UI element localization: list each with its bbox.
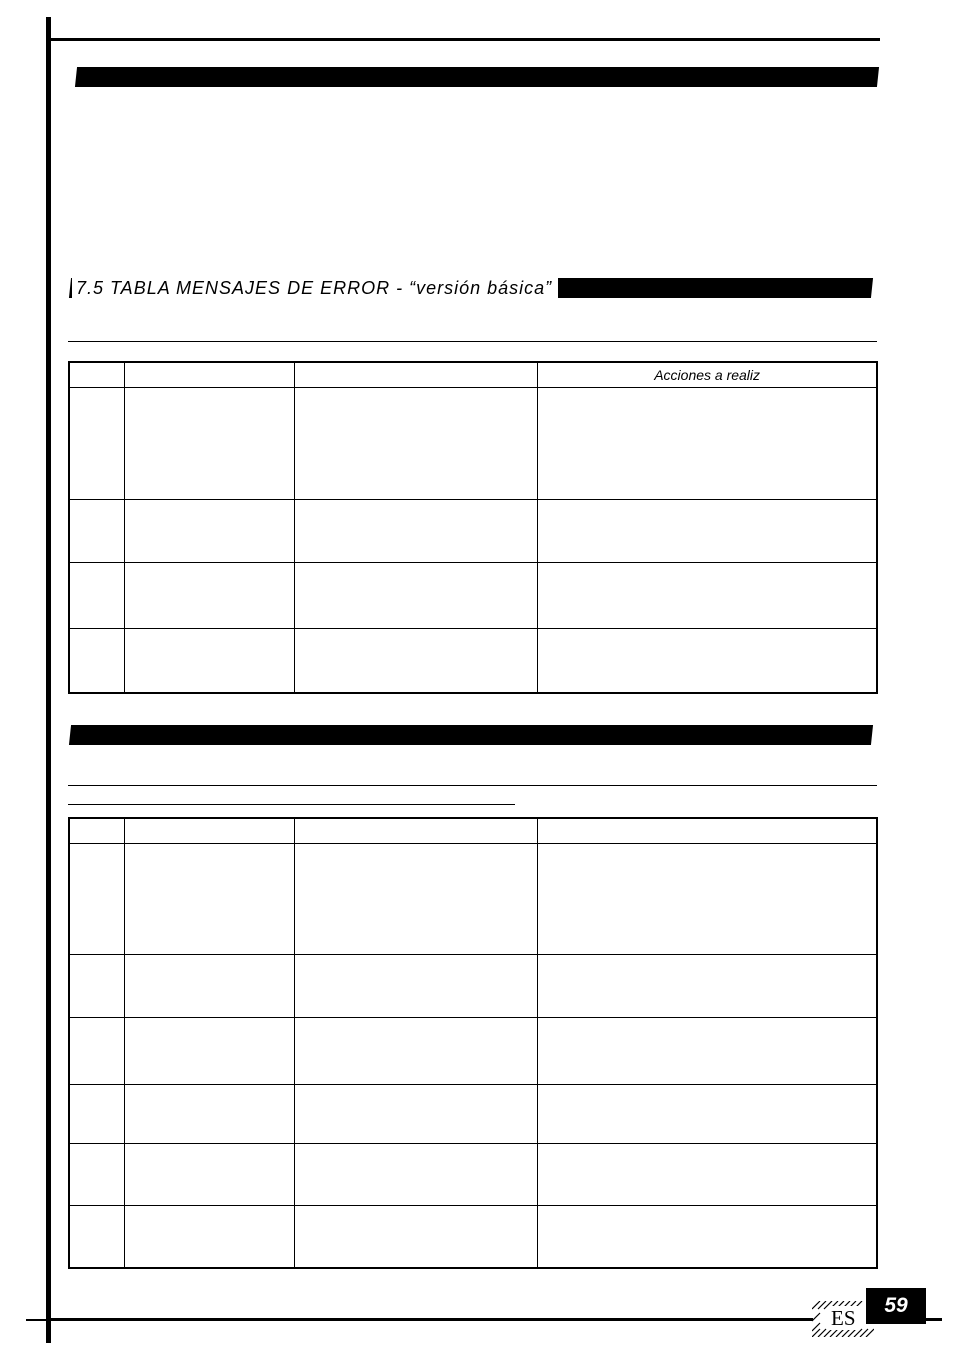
header-cell xyxy=(69,818,125,844)
table-row xyxy=(69,500,877,563)
table-cell xyxy=(538,1085,877,1144)
page-number: 59 xyxy=(866,1288,926,1324)
table-row xyxy=(69,1206,877,1268)
table-row xyxy=(69,844,877,955)
header-cell xyxy=(294,362,537,388)
table-cell xyxy=(538,500,877,563)
table-cell xyxy=(538,844,877,955)
table-cell xyxy=(125,629,295,693)
section-bar-2 xyxy=(69,725,873,745)
table-row xyxy=(69,1085,877,1144)
table-cell xyxy=(69,1085,125,1144)
table-header-row xyxy=(69,362,877,388)
header-cell-actions: Acciones a realiz xyxy=(538,362,877,388)
table-row xyxy=(69,563,877,629)
top-rule xyxy=(51,38,880,41)
table-cell xyxy=(294,1018,537,1085)
table-cell xyxy=(125,1018,295,1085)
header-bar xyxy=(75,67,879,87)
table-cell xyxy=(294,629,537,693)
table-cell xyxy=(125,955,295,1018)
table-cell xyxy=(294,1085,537,1144)
table-cell xyxy=(69,1018,125,1085)
table-cell xyxy=(538,1206,877,1268)
table-row xyxy=(69,955,877,1018)
table-row xyxy=(69,1144,877,1206)
error-table-basic xyxy=(68,361,878,694)
table-cell xyxy=(125,1206,295,1268)
header-cell xyxy=(294,818,537,844)
table-cell xyxy=(125,844,295,955)
table-cell xyxy=(538,955,877,1018)
table-cell xyxy=(125,1085,295,1144)
header-cell xyxy=(125,362,295,388)
subtitle-underline xyxy=(68,804,515,805)
table-cell xyxy=(538,388,877,500)
table-cell xyxy=(125,563,295,629)
table-cell xyxy=(294,955,537,1018)
table-cell xyxy=(69,629,125,693)
table-cell xyxy=(69,955,125,1018)
table-cell xyxy=(69,844,125,955)
table-cell xyxy=(538,629,877,693)
table-cell xyxy=(69,500,125,563)
table-cell xyxy=(294,563,537,629)
table-row xyxy=(69,388,877,500)
table-cell xyxy=(538,1018,877,1085)
table-cell xyxy=(69,1206,125,1268)
table-row xyxy=(69,1018,877,1085)
table-cell xyxy=(294,844,537,955)
table-cell xyxy=(69,1144,125,1206)
bottom-tick xyxy=(26,1319,46,1321)
table-cell xyxy=(538,1144,877,1206)
table-cell xyxy=(294,500,537,563)
table-cell xyxy=(125,500,295,563)
header-cell xyxy=(538,818,877,844)
table-cell xyxy=(294,388,537,500)
header-cell xyxy=(125,818,295,844)
bottom-rule xyxy=(51,1318,813,1321)
error-table-second xyxy=(68,817,878,1269)
table-cell xyxy=(69,563,125,629)
left-margin-rule xyxy=(46,17,51,1343)
table-row xyxy=(69,629,877,693)
table-cell xyxy=(538,563,877,629)
table-header-row xyxy=(69,818,877,844)
language-label: ES xyxy=(828,1306,859,1330)
table-cell xyxy=(125,1144,295,1206)
section-divider-2 xyxy=(68,785,877,786)
section-divider xyxy=(68,341,877,342)
table-cell xyxy=(69,388,125,500)
table-cell xyxy=(125,388,295,500)
table-cell xyxy=(294,1144,537,1206)
header-cell xyxy=(69,362,125,388)
table-cell xyxy=(294,1206,537,1268)
section-title: 7.5 TABLA MENSAJES DE ERROR - “versión básica” xyxy=(72,278,558,298)
